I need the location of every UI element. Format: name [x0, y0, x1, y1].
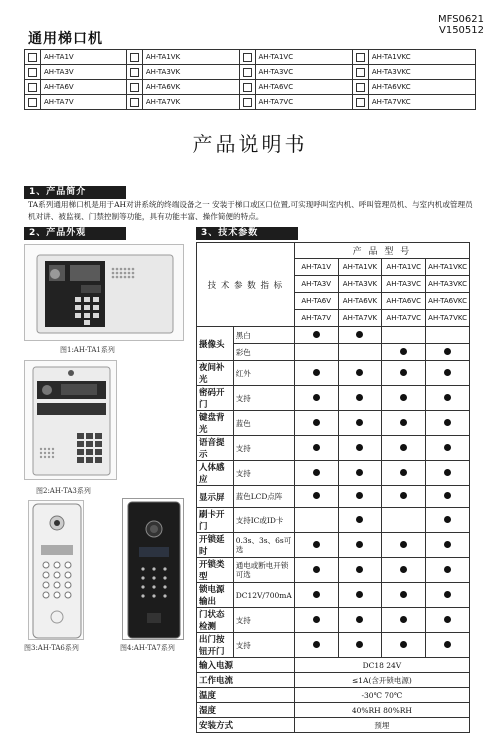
spec-common-param: 输入电源	[197, 658, 295, 673]
supported-dot-icon	[313, 469, 320, 476]
spec-param-cell: 密码开门	[197, 386, 234, 411]
spec-model-cell: AH-TA3VKC	[426, 276, 470, 293]
supported-dot-icon	[444, 419, 451, 426]
spec-sub-cell: 彩色	[233, 344, 294, 361]
spec-mark-cell	[382, 486, 426, 508]
spec-mark-cell	[338, 344, 382, 361]
ta6-device-illustration	[29, 501, 85, 641]
spec-common-value: 预埋	[294, 718, 469, 733]
spec-model-cell: AH-TA3VK	[338, 276, 382, 293]
ta3-caption: 图2:AH-TA3系列	[36, 487, 91, 495]
supported-dot-icon	[444, 394, 451, 401]
spec-mark-cell	[294, 583, 338, 608]
model-checkbox-cell	[352, 50, 368, 65]
supported-dot-icon	[400, 641, 407, 648]
spec-feature-row	[197, 361, 470, 386]
supported-dot-icon	[400, 419, 407, 426]
supported-dot-icon	[444, 492, 451, 499]
spec-mark-cell	[426, 411, 470, 436]
supported-dot-icon	[356, 516, 363, 523]
spec-sub-cell: 黑白	[233, 327, 294, 344]
spec-mark-cell	[426, 583, 470, 608]
supported-dot-icon	[356, 492, 363, 499]
ta3-product-photo	[24, 360, 117, 480]
document-code	[438, 14, 484, 36]
model-checkbox[interactable]	[130, 98, 139, 107]
model-label: AH-TA7V	[41, 95, 127, 110]
spec-common-row	[197, 658, 470, 673]
spec-param-cell: 开锁延时	[197, 533, 234, 558]
spec-table	[196, 242, 470, 733]
model-grid-row	[25, 80, 476, 95]
spec-mark-cell	[338, 436, 382, 461]
spec-mark-cell	[382, 344, 426, 361]
spec-feature-row	[197, 558, 470, 583]
model-label: AH-TA1VKC	[368, 50, 475, 65]
model-label: AH-TA3VKC	[368, 65, 475, 80]
spec-sub-cell: 支持	[233, 633, 294, 658]
model-label: AH-TA7VKC	[368, 95, 475, 110]
spec-mark-cell	[338, 386, 382, 411]
supported-dot-icon	[400, 616, 407, 623]
section-intro-heading: 1、产品简介	[24, 186, 126, 199]
section-specs-heading: 3、技术参数	[196, 227, 298, 240]
spec-feature-row	[197, 411, 470, 436]
spec-param-cell: 人体感应	[197, 461, 234, 486]
supported-dot-icon	[356, 616, 363, 623]
spec-sub-cell: 支持	[233, 386, 294, 411]
supported-dot-icon	[313, 616, 320, 623]
page-title: 通用梯口机	[28, 31, 103, 47]
spec-common-value: ≤1A(含开锁电源)	[294, 673, 469, 688]
spec-model-cell: AH-TA1VC	[382, 259, 426, 276]
spec-sub-cell: 0.3s、3s、6s可选	[233, 533, 294, 558]
spec-mark-cell	[426, 608, 470, 633]
spec-param-cell: 夜间补光	[197, 361, 234, 386]
spec-model-cell: AH-TA6VKC	[426, 293, 470, 310]
spec-param-cell: 摄像头	[197, 327, 234, 361]
spec-common-row	[197, 718, 470, 733]
intro-paragraph: TA系列通用梯口机是用于AH对讲系统的终端设备之一 安装于梯口或区口位置,可实现呼叫室内机、呼叫管理员机、与室内机或管理员机对讲、被监视、门禁控制等功能，具有功能丰富、操作简便的特点。	[28, 200, 473, 221]
spec-mark-cell	[382, 436, 426, 461]
spec-mark-cell	[294, 386, 338, 411]
spec-model-cell: AH-TA7V	[294, 310, 338, 327]
spec-common-value: DC18 24V	[294, 658, 469, 673]
supported-dot-icon	[400, 348, 407, 355]
spec-models-label: 产 品 型 号	[294, 243, 469, 259]
model-checkbox-cell	[239, 50, 255, 65]
supported-dot-icon	[444, 591, 451, 598]
spec-mark-cell	[294, 461, 338, 486]
spec-mark-cell	[294, 533, 338, 558]
spec-mark-cell	[382, 327, 426, 344]
spec-mark-cell	[426, 361, 470, 386]
spec-common-param: 湿度	[197, 703, 295, 718]
spec-mark-cell	[426, 486, 470, 508]
supported-dot-icon	[444, 348, 451, 355]
spec-mark-cell	[338, 608, 382, 633]
model-grid-row	[25, 95, 476, 110]
spec-mark-cell	[294, 558, 338, 583]
code-line-1: MFS0621	[437, 14, 484, 25]
spec-model-cell: AH-TA7VC	[382, 310, 426, 327]
supported-dot-icon	[400, 591, 407, 598]
spec-mark-cell	[382, 633, 426, 658]
supported-dot-icon	[400, 541, 407, 548]
supported-dot-icon	[313, 591, 320, 598]
model-checkbox[interactable]	[243, 68, 252, 77]
spec-feature-row	[197, 533, 470, 558]
model-label: AH-TA6VKC	[368, 80, 475, 95]
spec-mark-cell	[382, 533, 426, 558]
spec-feature-row	[197, 461, 470, 486]
model-label: AH-TA3VC	[255, 65, 352, 80]
spec-mark-cell	[382, 608, 426, 633]
spec-param-cell: 显示屏	[197, 486, 234, 508]
model-checkbox[interactable]	[243, 98, 252, 107]
spec-mark-cell	[426, 508, 470, 533]
supported-dot-icon	[444, 541, 451, 548]
spec-common-param: 工作电流	[197, 673, 295, 688]
supported-dot-icon	[400, 444, 407, 451]
model-checkbox-cell	[25, 95, 41, 110]
ta3-device-illustration	[25, 361, 118, 481]
model-checkbox[interactable]	[28, 53, 37, 62]
supported-dot-icon	[444, 369, 451, 376]
supported-dot-icon	[444, 469, 451, 476]
ta6-caption: 图3:AH-TA6系列	[24, 644, 79, 652]
spec-mark-cell	[294, 486, 338, 508]
supported-dot-icon	[313, 641, 320, 648]
supported-dot-icon	[356, 394, 363, 401]
spec-mark-cell	[382, 583, 426, 608]
spec-mark-cell	[382, 508, 426, 533]
spec-mark-cell	[382, 361, 426, 386]
spec-common-value: -30℃ 70℃	[294, 688, 469, 703]
spec-param-cell: 刷卡开门	[197, 508, 234, 533]
model-checkbox-cell	[126, 95, 142, 110]
spec-feature-row	[197, 344, 470, 361]
supported-dot-icon	[356, 591, 363, 598]
spec-param-cell: 键盘背光	[197, 411, 234, 436]
spec-mark-cell	[426, 436, 470, 461]
spec-feature-row	[197, 327, 470, 344]
spec-mark-cell	[294, 608, 338, 633]
supported-dot-icon	[313, 566, 320, 573]
supported-dot-icon	[400, 469, 407, 476]
ta1-product-photo	[24, 244, 184, 341]
supported-dot-icon	[444, 641, 451, 648]
spec-mark-cell	[338, 558, 382, 583]
spec-mark-cell	[338, 486, 382, 508]
supported-dot-icon	[356, 369, 363, 376]
model-checkbox-cell	[25, 65, 41, 80]
model-label: AH-TA6VC	[255, 80, 352, 95]
spec-mark-cell	[338, 327, 382, 344]
ta1-caption: 图1:AH-TA1系列	[60, 346, 115, 354]
supported-dot-icon	[313, 331, 320, 338]
spec-param-cell: 语音提示	[197, 436, 234, 461]
spec-sub-cell: 通电或断电开锁可选	[233, 558, 294, 583]
model-label: AH-TA1VC	[255, 50, 352, 65]
supported-dot-icon	[356, 566, 363, 573]
model-checkbox[interactable]	[130, 53, 139, 62]
spec-common-param: 安装方式	[197, 718, 295, 733]
spec-mark-cell	[382, 411, 426, 436]
model-checkbox[interactable]	[356, 83, 365, 92]
supported-dot-icon	[444, 444, 451, 451]
model-checkbox-cell	[352, 80, 368, 95]
spec-mark-cell	[338, 461, 382, 486]
supported-dot-icon	[444, 516, 451, 523]
spec-mark-cell	[338, 533, 382, 558]
model-checkbox[interactable]	[28, 98, 37, 107]
supported-dot-icon	[356, 641, 363, 648]
model-checkbox[interactable]	[243, 53, 252, 62]
spec-sub-cell: 支持	[233, 608, 294, 633]
spec-mark-cell	[426, 633, 470, 658]
model-checkbox[interactable]	[28, 83, 37, 92]
spec-mark-cell	[338, 633, 382, 658]
spec-common-param: 温度	[197, 688, 295, 703]
model-label: AH-TA1VK	[142, 50, 239, 65]
model-checkbox-grid	[24, 49, 476, 110]
spec-mark-cell	[294, 633, 338, 658]
spec-feature-row	[197, 608, 470, 633]
spec-sub-cell: 支持	[233, 436, 294, 461]
ta1-device-illustration	[25, 245, 185, 342]
model-checkbox-cell	[126, 80, 142, 95]
supported-dot-icon	[313, 419, 320, 426]
spec-mark-cell	[294, 436, 338, 461]
supported-dot-icon	[313, 369, 320, 376]
model-label: AH-TA6V	[41, 80, 127, 95]
code-line-2: V150512	[438, 25, 484, 36]
spec-mark-cell	[338, 583, 382, 608]
ta6-product-photo	[28, 500, 84, 640]
spec-mark-cell	[294, 508, 338, 533]
spec-sub-cell: 支持IC或ID卡	[233, 508, 294, 533]
supported-dot-icon	[444, 566, 451, 573]
spec-feature-row	[197, 633, 470, 658]
model-checkbox-cell	[239, 95, 255, 110]
spec-param-cell: 锁电源输出	[197, 583, 234, 608]
model-checkbox[interactable]	[28, 68, 37, 77]
spec-sub-cell: DC12V/700mA	[233, 583, 294, 608]
spec-feature-row	[197, 508, 470, 533]
supported-dot-icon	[400, 492, 407, 499]
spec-mark-cell	[338, 411, 382, 436]
model-label: AH-TA3V	[41, 65, 127, 80]
model-checkbox-cell	[239, 65, 255, 80]
supported-dot-icon	[356, 444, 363, 451]
model-label: AH-TA7VC	[255, 95, 352, 110]
spec-mark-cell	[426, 533, 470, 558]
model-checkbox-cell	[352, 95, 368, 110]
spec-mark-cell	[294, 361, 338, 386]
spec-param-cell: 出门按钮开门	[197, 633, 234, 658]
model-checkbox-cell	[352, 65, 368, 80]
spec-mark-cell	[382, 461, 426, 486]
spec-sub-cell: 支持	[233, 461, 294, 486]
spec-mark-cell	[426, 461, 470, 486]
spec-model-cell: AH-TA7VK	[338, 310, 382, 327]
spec-model-cell: AH-TA3VC	[382, 276, 426, 293]
supported-dot-icon	[313, 492, 320, 499]
spec-param-cell: 门状态检测	[197, 608, 234, 633]
spec-param-cell: 开锁类型	[197, 558, 234, 583]
model-checkbox[interactable]	[356, 53, 365, 62]
supported-dot-icon	[356, 331, 363, 338]
supported-dot-icon	[356, 469, 363, 476]
spec-mark-cell	[426, 558, 470, 583]
spec-model-cell: AH-TA1VKC	[426, 259, 470, 276]
spec-feature-row	[197, 386, 470, 411]
model-grid-row	[25, 65, 476, 80]
spec-params-label: 技 术 参 数 指 标	[197, 243, 295, 327]
spec-mark-cell	[426, 344, 470, 361]
model-checkbox[interactable]	[130, 83, 139, 92]
document-title: 产品说明书	[192, 132, 308, 156]
spec-model-cell: AH-TA3V	[294, 276, 338, 293]
model-checkbox[interactable]	[356, 68, 365, 77]
model-checkbox-cell	[239, 80, 255, 95]
spec-sub-cell: 红外	[233, 361, 294, 386]
spec-feature-row	[197, 436, 470, 461]
supported-dot-icon	[313, 444, 320, 451]
spec-model-cell: AH-TA1VK	[338, 259, 382, 276]
spec-common-row	[197, 673, 470, 688]
model-checkbox-cell	[126, 50, 142, 65]
supported-dot-icon	[400, 566, 407, 573]
section-appearance-heading: 2、产品外观	[24, 227, 126, 240]
model-grid-row	[25, 50, 476, 65]
model-checkbox[interactable]	[130, 68, 139, 77]
model-checkbox-cell	[25, 50, 41, 65]
supported-dot-icon	[356, 419, 363, 426]
spec-model-cell: AH-TA6V	[294, 293, 338, 310]
model-label: AH-TA1V	[41, 50, 127, 65]
model-label: AH-TA6VK	[142, 80, 239, 95]
spec-mark-cell	[426, 386, 470, 411]
spec-feature-row	[197, 486, 470, 508]
spec-model-cell: AH-TA6VC	[382, 293, 426, 310]
spec-model-cell: AH-TA7VKC	[426, 310, 470, 327]
spec-common-value: 40%RH 80%RH	[294, 703, 469, 718]
spec-mark-cell	[338, 508, 382, 533]
supported-dot-icon	[400, 369, 407, 376]
model-checkbox-cell	[126, 65, 142, 80]
ta7-caption: 图4:AH-TA7系列	[120, 644, 175, 652]
spec-common-row	[197, 703, 470, 718]
spec-feature-row	[197, 583, 470, 608]
model-label: AH-TA3VK	[142, 65, 239, 80]
ta7-product-photo	[122, 498, 184, 640]
spec-mark-cell	[382, 558, 426, 583]
spec-mark-cell	[294, 327, 338, 344]
spec-model-cell: AH-TA6VK	[338, 293, 382, 310]
spec-sub-cell: 蓝色LCD点阵	[233, 486, 294, 508]
spec-common-row	[197, 688, 470, 703]
ta7-device-illustration	[123, 499, 185, 641]
supported-dot-icon	[400, 394, 407, 401]
supported-dot-icon	[313, 541, 320, 548]
spec-sub-cell: 蓝色	[233, 411, 294, 436]
spec-mark-cell	[294, 411, 338, 436]
model-label: AH-TA7VK	[142, 95, 239, 110]
spec-model-cell: AH-TA1V	[294, 259, 338, 276]
spec-mark-cell	[382, 386, 426, 411]
supported-dot-icon	[356, 541, 363, 548]
model-checkbox[interactable]	[243, 83, 252, 92]
model-checkbox-cell	[25, 80, 41, 95]
spec-mark-cell	[338, 361, 382, 386]
supported-dot-icon	[313, 394, 320, 401]
spec-mark-cell	[294, 344, 338, 361]
model-checkbox[interactable]	[356, 98, 365, 107]
supported-dot-icon	[444, 616, 451, 623]
spec-mark-cell	[426, 327, 470, 344]
